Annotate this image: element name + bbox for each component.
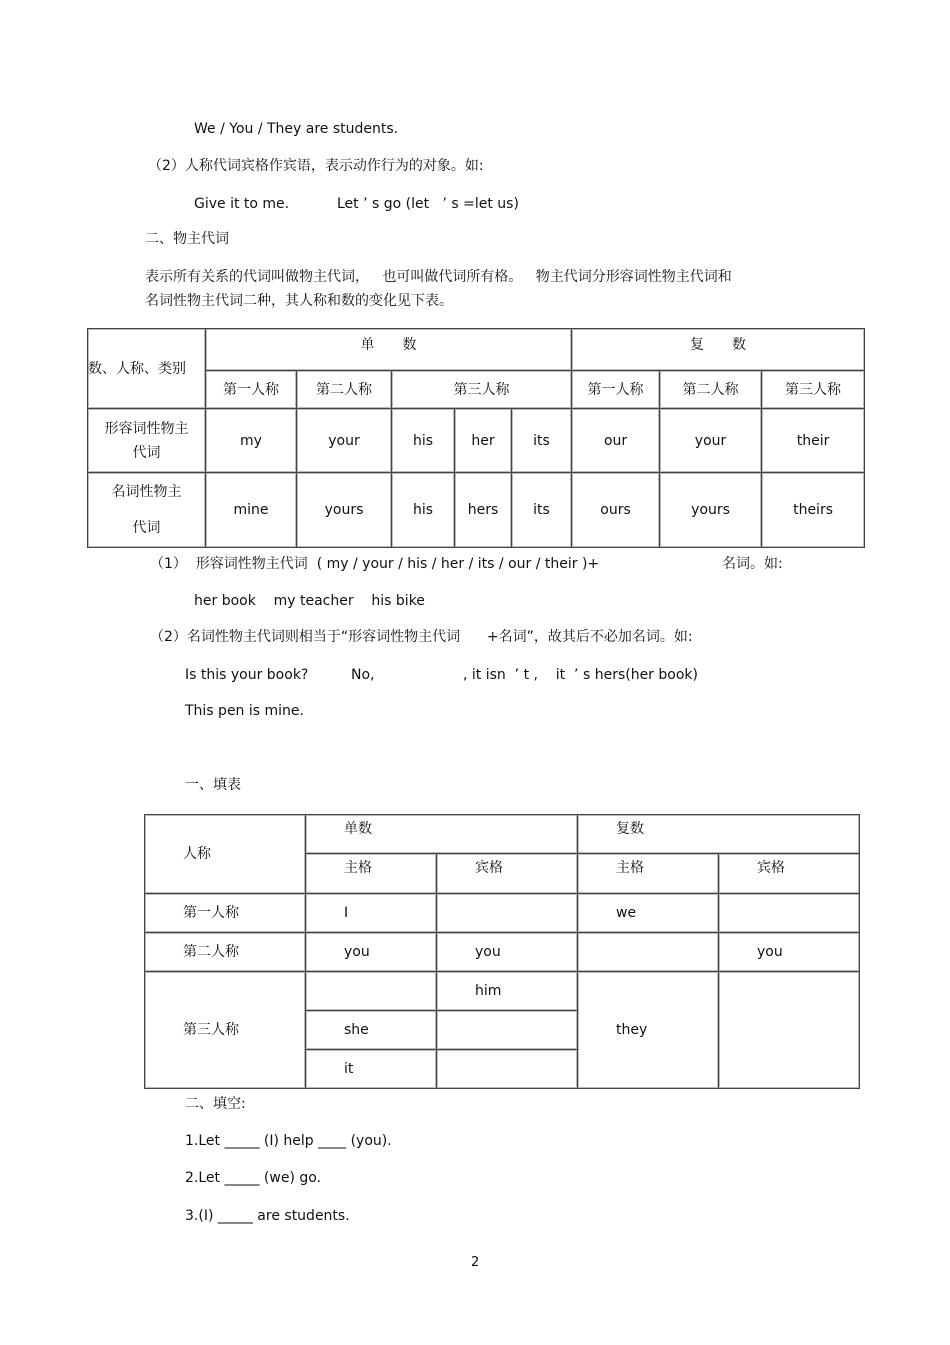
table2-plural: 复数	[578, 815, 860, 854]
table1-noun-cell: its	[512, 473, 572, 548]
table1-adj-cell: our	[572, 409, 660, 473]
possessive-table	[87, 328, 865, 548]
table1-adj-cell: your	[660, 409, 762, 473]
table1-singular: 单 数	[206, 329, 572, 371]
table1-pl-third: 第三人称	[762, 371, 865, 409]
table2-cell	[719, 894, 860, 933]
exercise-2-title: 二、填空:	[185, 1096, 246, 1112]
table2-cell: him	[437, 972, 578, 1011]
possessive-desc-2: 名词性物主代词二种，其人称和数的变化见下表。	[145, 293, 453, 309]
table2-cell: she	[306, 1011, 437, 1050]
table2-cell: you	[306, 933, 437, 972]
table1-pl-first: 第一人称	[572, 371, 660, 409]
table2-cell: I	[306, 894, 437, 933]
table1-sg-first: 第一人称	[206, 371, 297, 409]
rule-1-examples: her book my teacher his bike	[194, 593, 425, 609]
table1-adj-cell: its	[512, 409, 572, 473]
table1-noun-label: 名词性物主 代词	[88, 473, 206, 548]
table1-noun-cell: his	[392, 473, 455, 548]
table2-cell: it	[306, 1050, 437, 1089]
page-number: 2	[471, 1255, 480, 1270]
table2-cell	[719, 972, 860, 1089]
table1-plural: 复 数	[572, 329, 865, 371]
table2-cell	[578, 933, 719, 972]
possessive-desc-1: 表示所有关系的代词叫做物主代词， 也可叫做代词所有格。 物主代词分形容词性物主代词和	[145, 269, 732, 285]
rule-1: （1） 形容词性物主代词 ( my / your / his / her / its / our / their )+	[150, 556, 600, 572]
possessive-title: 二、物主代词	[145, 231, 229, 247]
table1-noun-cell: hers	[455, 473, 512, 548]
table1-pl-second: 第二人称	[660, 371, 762, 409]
table2-cell	[437, 1011, 578, 1050]
table2-they: they	[578, 972, 719, 1089]
table1-sg-second: 第二人称	[297, 371, 392, 409]
rule-1-tail: 名词。如:	[722, 556, 783, 572]
exercise-1-title: 一、填表	[185, 777, 241, 793]
example-give: Give it to me.	[194, 196, 290, 212]
example-answer: , it isn ’ t , it ’ s hers(her book)	[463, 667, 698, 683]
question-2: 2.Let _____ (we) go.	[185, 1170, 322, 1186]
example-question: Is this your book?	[185, 667, 309, 683]
pronoun-fill-table	[144, 814, 860, 1089]
table1-corner: 数、人称、类别	[88, 329, 206, 409]
table2-cell: you	[719, 933, 860, 972]
example-no: No,	[351, 667, 375, 683]
example-pen: This pen is mine.	[185, 703, 304, 719]
table2-cell: you	[437, 933, 578, 972]
table2-pl-obj: 宾格	[719, 854, 860, 894]
table1-noun-cell: theirs	[762, 473, 865, 548]
table2-cell	[437, 1050, 578, 1089]
question-1: 1.Let _____ (I) help ____ (you).	[185, 1133, 392, 1149]
intro-line: We / You / They are students.	[194, 121, 399, 137]
table1-noun-cell: yours	[297, 473, 392, 548]
table1-noun-cell: mine	[206, 473, 297, 548]
table2-sg-subj: 主格	[306, 854, 437, 894]
example-let: Let ’ s go (let ’ s =let us)	[337, 196, 519, 212]
table1-adj-cell: your	[297, 409, 392, 473]
table2-cell: we	[578, 894, 719, 933]
table1-adj-cell: her	[455, 409, 512, 473]
table2-cell	[437, 894, 578, 933]
table1-adj-cell: my	[206, 409, 297, 473]
table2-third: 第三人称	[145, 972, 306, 1089]
table1-adj-cell: their	[762, 409, 865, 473]
table2-person: 人称	[145, 815, 306, 894]
table2-first: 第一人称	[145, 894, 306, 933]
table2-sg-obj: 宾格	[437, 854, 578, 894]
table2-singular: 单数	[306, 815, 578, 854]
table1-adj-label: 形容词性物主 代词	[88, 409, 206, 473]
table1-adj-cell: his	[392, 409, 455, 473]
table1-sg-third: 第三人称	[392, 371, 572, 409]
table2-second: 第二人称	[145, 933, 306, 972]
table1-noun-cell: ours	[572, 473, 660, 548]
table1-noun-cell: yours	[660, 473, 762, 548]
question-3: 3.(I) _____ are students.	[185, 1208, 350, 1224]
table2-cell	[306, 972, 437, 1011]
rule-2: （2）名词性物主代词则相当于“形容词性物主代词 +名词”，故其后不必加名词。如:	[150, 629, 693, 645]
section-2-title: （2）人称代词宾格作宾语，表示动作行为的对象。如:	[148, 158, 484, 174]
table2-pl-subj: 主格	[578, 854, 719, 894]
